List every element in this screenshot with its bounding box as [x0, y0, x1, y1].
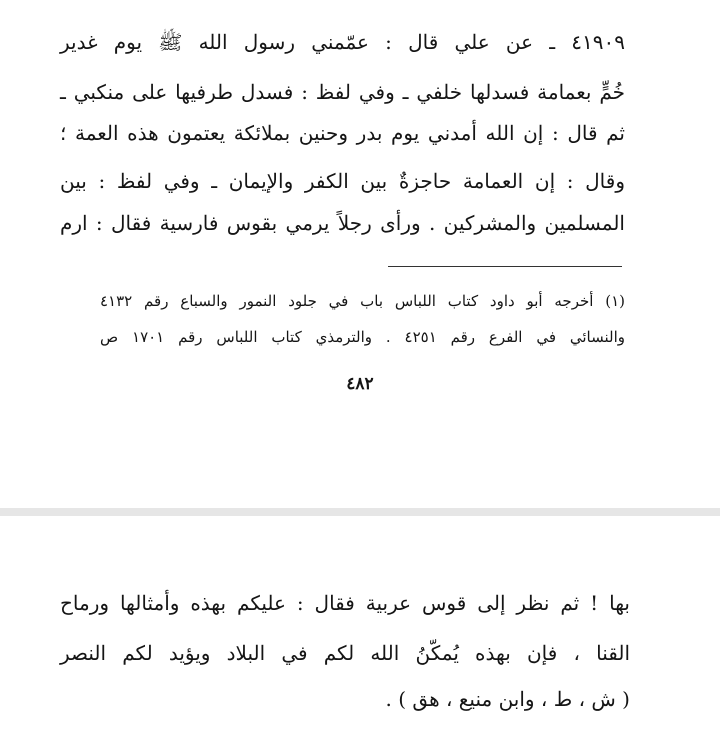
continuation-text-line-1: بها ! ثم نظر إلى قوس عربية فقال : عليكم بهذه وأمثالها ورماح [60, 591, 630, 615]
footnote-line-2: والنسائي في الفرع رقم ٤٢٥١ . والترمذي كتاب اللباس رقم ١٧٠١ ص [100, 328, 625, 346]
continuation-text-line-2: القنا ، فإن بهذه يُمكّنُ الله لكم في البلاد ويؤيد لكم النصر [60, 641, 630, 665]
page-number: ٤٨٢ [346, 374, 374, 394]
hadith-text-line-5: المسلمين والمشركين . ورأى رجلاً يرمي بقوس فارسية فقال : ارم [60, 211, 625, 235]
hadith-text-line-2: خُمٍّ بعمامة فسدلها خلفي ـ وفي لفظ : فسدل طرفيها على منكبي ـ [60, 80, 625, 104]
footnote-separator [388, 266, 622, 267]
hadith-text-line-1: ٤١٩٠٩ ـ عن علي قال : عمّمني رسول الله ﷺ يوم غدير [60, 30, 625, 54]
hadith-text-line-4: وقال : إن العمامة حاجزةٌ بين الكفر والإيمان ـ وفي لفظ : بين [60, 169, 625, 193]
hadith-text-line-3: ثم قال : إن الله أمدني يوم بدر وحنين بملائكة يعتمون هذه العمة ؛ [60, 121, 625, 145]
source-citation-line: ( ش ، ط ، وابن منيع ، هق ) . [385, 687, 630, 711]
footnote-line-1: (١) أخرجه أبو داود كتاب اللباس باب في جلود النمور والسباع رقم ٤١٣٢ [100, 292, 625, 310]
page-divider [0, 508, 720, 516]
book-page-bottom [0, 516, 720, 730]
